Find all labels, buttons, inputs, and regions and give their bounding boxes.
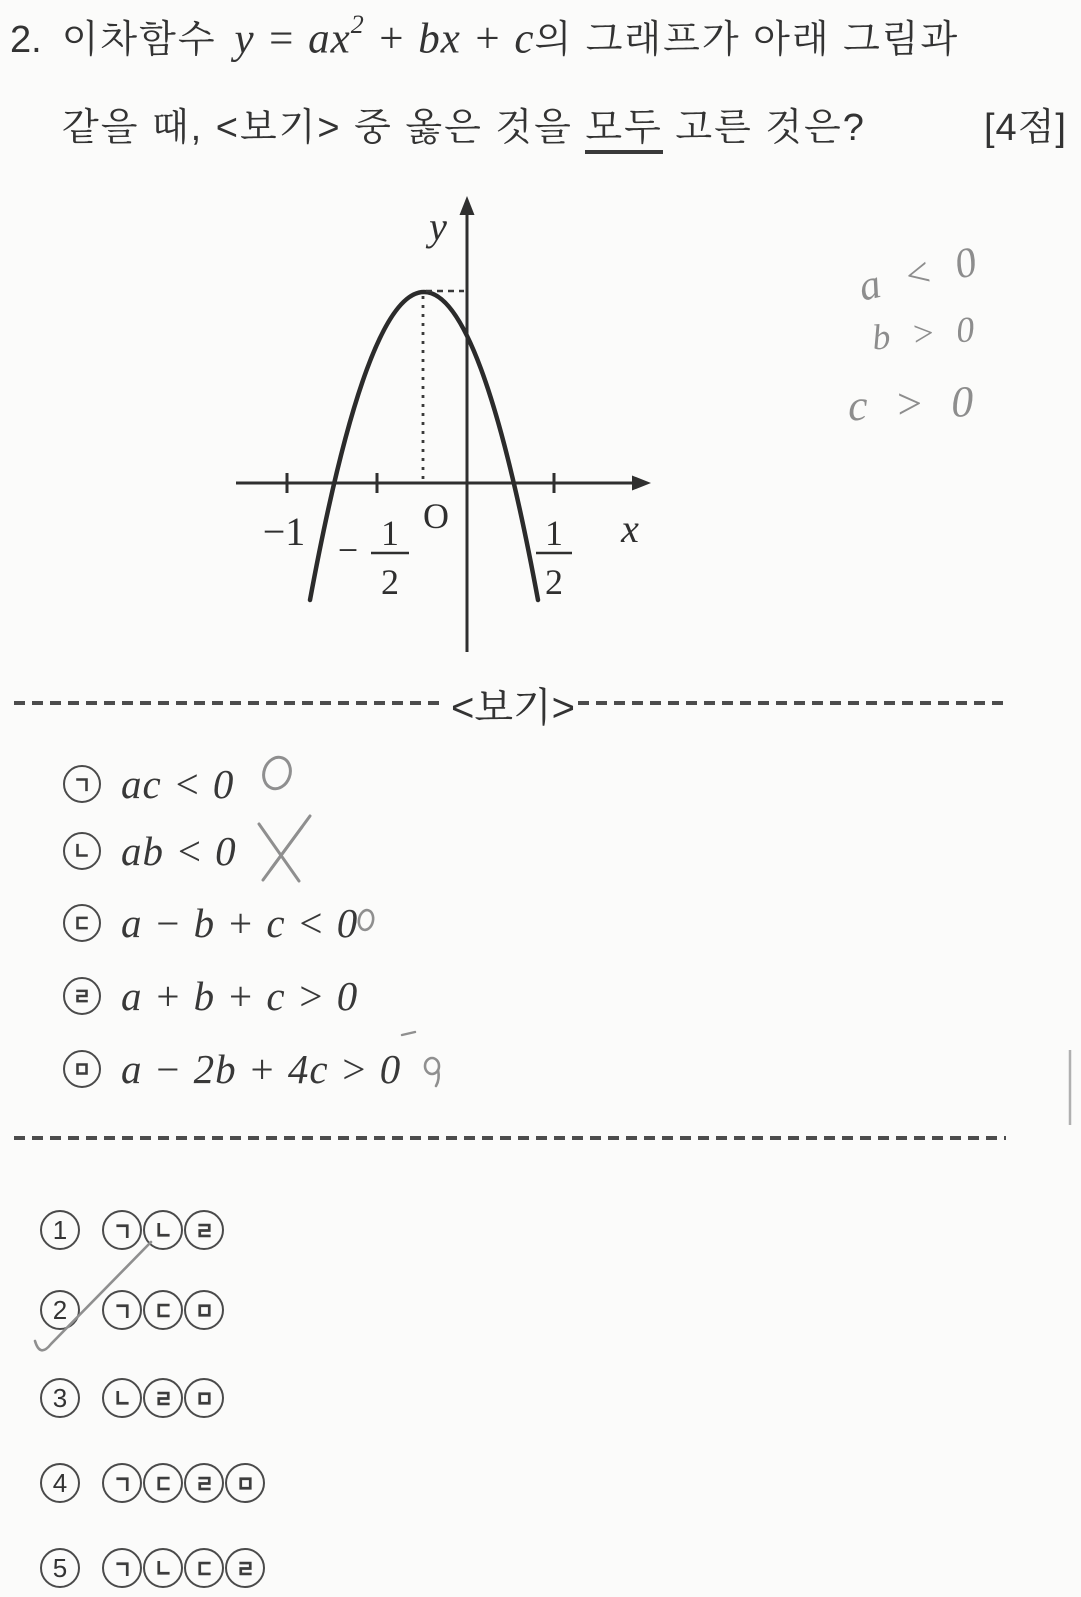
- jamo-icon: [236, 1474, 255, 1493]
- option-expression: a − b + c < 0: [121, 900, 359, 946]
- circled-letter: [143, 1290, 183, 1330]
- choice-number: 1: [52, 1214, 68, 1245]
- circled-letter: [225, 1463, 265, 1503]
- question-formula: [234, 9, 535, 63]
- choice-number: 5: [52, 1552, 68, 1583]
- answer-choice-3: [40, 1378, 225, 1418]
- circled-letter: [184, 1378, 224, 1418]
- half-denominator: 2: [545, 562, 563, 602]
- option-row-r: [63, 973, 359, 1019]
- y-axis-label: y: [429, 204, 447, 249]
- jamo-icon: [195, 1389, 214, 1408]
- divider-label: <보기>: [451, 686, 575, 730]
- circled-letter: [143, 1463, 183, 1503]
- jamo-icon: [113, 1301, 132, 1320]
- circled-letter: [184, 1210, 224, 1250]
- option-row-m: [63, 1046, 402, 1092]
- handwritten-note-b: b > 0: [870, 308, 982, 358]
- pencil-circle-mark-option-1: [259, 754, 294, 793]
- tick-label-minus-half: [338, 513, 409, 602]
- choice-number: 4: [52, 1467, 68, 1498]
- option-marker-circle: [63, 832, 101, 870]
- points-badge: [4점]: [984, 107, 1067, 149]
- jamo-icon: [236, 1559, 255, 1578]
- circled-letter: [184, 1548, 224, 1588]
- formula-lhs: y = ax: [234, 15, 351, 62]
- option-marker-circle: [63, 1050, 101, 1088]
- half-numerator: 1: [545, 513, 563, 553]
- tick-label-half: [536, 513, 572, 602]
- divider-dashed-right: [578, 701, 1010, 705]
- minus-half-sign: −: [337, 530, 359, 570]
- pencil-x-mark-option-2: [259, 816, 310, 881]
- tick-label-minus1: −1: [262, 509, 306, 554]
- choice-number: 3: [52, 1382, 68, 1413]
- answer-choice-2: [40, 1290, 225, 1330]
- circled-letter: [143, 1210, 183, 1250]
- underlined-modu: 모두: [585, 107, 662, 154]
- answer-choice-5: [40, 1548, 266, 1588]
- jamo-icon: [113, 1389, 132, 1408]
- jamo-icon: [154, 1559, 173, 1578]
- circled-letter: [225, 1548, 265, 1588]
- circled-letter: [143, 1378, 183, 1418]
- formula-rhs: + bx + c: [364, 15, 535, 62]
- question-line2-text: 같을 때, <보기> 중 옳은 것을: [62, 107, 586, 149]
- question-number: 2.: [10, 19, 42, 61]
- question-line-1: [10, 8, 959, 63]
- parabola-graph: [200, 165, 680, 665]
- option-expression: a + b + c > 0: [121, 973, 359, 1019]
- handwritten-note-a: a < 0: [854, 237, 988, 311]
- option-expression: ab < 0: [121, 828, 237, 874]
- divider-dashed-bottom: [14, 1136, 1006, 1140]
- choice-number-circle: [40, 1378, 80, 1418]
- circled-letter: [102, 1548, 142, 1588]
- jamo-icon: [195, 1474, 214, 1493]
- jamo-icon: [195, 1301, 214, 1320]
- circled-letter: [102, 1290, 142, 1330]
- option-marker-circle: [63, 765, 101, 803]
- circled-letter: [184, 1290, 224, 1330]
- handwritten-note-c: c > 0: [847, 376, 983, 431]
- jamo-r-icon: [73, 987, 91, 1005]
- choice-number: 2: [52, 1294, 68, 1325]
- jamo-n-icon: [73, 842, 91, 860]
- option-marker-circle: [63, 977, 101, 1015]
- choice-number-circle: [40, 1548, 80, 1588]
- option-expression: a − 2b + 4c > 0: [121, 1046, 402, 1092]
- divider-dashed-left: [14, 701, 446, 705]
- jamo-icon: [195, 1221, 214, 1240]
- question-line-2: [62, 96, 866, 151]
- pencil-circle-mark-option-5: [425, 1058, 439, 1086]
- jamo-icon: [154, 1474, 173, 1493]
- jamo-icon: [154, 1301, 173, 1320]
- choice-number-circle: [40, 1463, 80, 1503]
- pencil-circle-mark-option-3: [357, 909, 375, 931]
- x-axis-arrow: [632, 476, 651, 491]
- circled-letter: [102, 1378, 142, 1418]
- question-prefix: 이차함수: [61, 19, 217, 61]
- circled-letter: [102, 1210, 142, 1250]
- jamo-icon: [113, 1474, 132, 1493]
- option-row-g: [63, 761, 235, 807]
- option-expression: ac < 0: [121, 761, 235, 807]
- question-suffix: 의 그래프가 아래 그림과: [534, 19, 960, 61]
- circled-letter: [102, 1463, 142, 1503]
- jamo-d-icon: [73, 914, 91, 932]
- choice-number-circle: [40, 1210, 80, 1250]
- jamo-g-icon: [73, 775, 91, 793]
- minus-half-denominator: 2: [381, 562, 399, 602]
- choice-number-circle: [40, 1290, 80, 1330]
- pencil-tiny-dash: [402, 1032, 415, 1035]
- option-row-d: [63, 900, 359, 946]
- minus-half-numerator: 1: [381, 513, 399, 553]
- formula-exponent: 2: [350, 9, 365, 39]
- y-axis-arrow: [460, 196, 475, 215]
- jamo-icon: [113, 1221, 132, 1240]
- circled-letter: [184, 1463, 224, 1503]
- jamo-icon: [195, 1559, 214, 1578]
- question-line2-tail: 고른 것은?: [662, 107, 866, 149]
- x-axis-label: x: [621, 506, 639, 551]
- answer-choice-4: [40, 1463, 266, 1503]
- answer-choice-1: [40, 1210, 225, 1250]
- option-marker-circle: [63, 904, 101, 942]
- option-row-n: [63, 828, 237, 874]
- jamo-icon: [154, 1389, 173, 1408]
- jamo-m-icon: [73, 1060, 91, 1078]
- jamo-icon: [154, 1221, 173, 1240]
- jamo-icon: [113, 1559, 132, 1578]
- circled-letter: [143, 1548, 183, 1588]
- origin-label: O: [423, 496, 449, 536]
